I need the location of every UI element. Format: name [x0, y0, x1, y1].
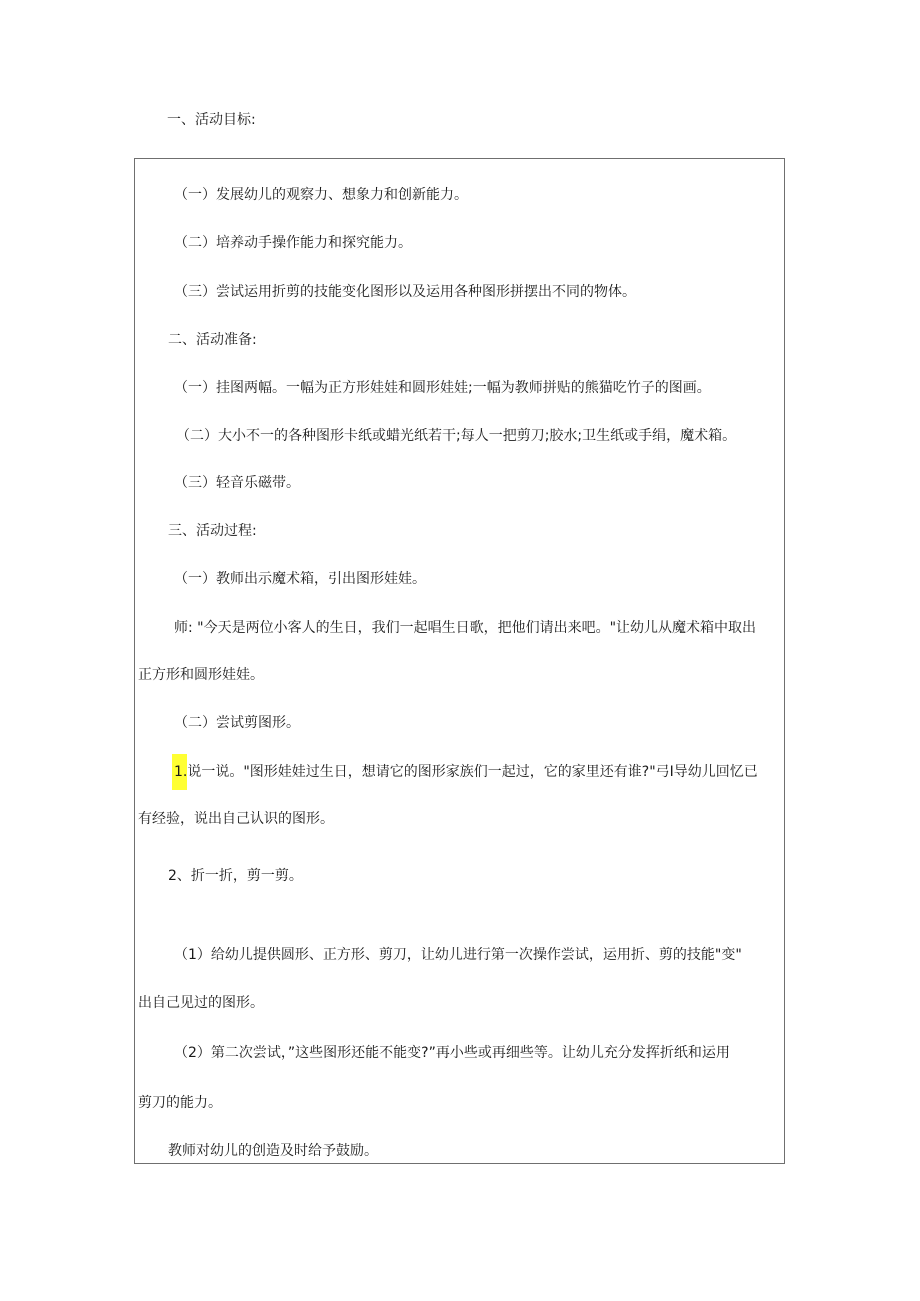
goal-item-1: （一）发展幼儿的观察力、想象力和创新能力。	[174, 187, 468, 203]
section-title-goals: 一、活动目标:	[167, 112, 256, 128]
section-title-preparation: 二、活动准备:	[168, 332, 257, 348]
goal-item-2: （二）培养动手操作能力和探究能力。	[174, 235, 412, 251]
list-item-1-text: 说一说。"图形娃娃过生日，想请它的图形家族们一起过，它的家里还有谁?"弓I导幼儿回忆已	[187, 764, 758, 780]
content-box	[134, 158, 785, 1164]
preparation-item-3: （三）轻音乐磁带。	[174, 475, 300, 491]
goal-item-3: （三）尝试运用折剪的技能变化图形以及运用各种图形拼摆出不同的物体。	[174, 284, 636, 300]
highlighted-number: 1.	[172, 754, 187, 790]
sub-item-2-line-2: 剪刀的能力。	[138, 1095, 222, 1111]
teacher-dialogue-line-2: 正方形和圆形娃娃。	[138, 667, 264, 683]
list-item-1-line-2: 有经验，说出自己认识的图形。	[138, 811, 334, 827]
preparation-item-1: （一）挂图两幅。一幅为正方形娃娃和圆形娃娃;一幅为教师拼贴的熊猫吃竹子的图画。	[174, 380, 711, 396]
sub-item-1-line-1: （1）给幼儿提供圆形、正方形、剪刀，让幼儿进行第一次操作尝试，运用折、剪的技能"变"	[174, 947, 742, 963]
sub-item-2-line-1: （2）第二次尝试，”这些图形还能不能变?”再小些或再细些等。让幼儿充分发挥折纸和运用	[174, 1045, 730, 1061]
process-step-1-title: （一）教师出示魔术箱，引出图形娃娃。	[174, 571, 426, 587]
section-title-process: 三、活动过程:	[168, 523, 257, 539]
sub-item-1-line-2: 出自己见过的图形。	[138, 995, 264, 1011]
list-item-1-line-1	[172, 762, 758, 782]
encouragement-text: 教师对幼儿的创造及时给予鼓励。	[168, 1143, 378, 1159]
teacher-dialogue-line-1: 师: "今天是两位小客人的生日，我们一起唱生日歌，把他们请出来吧。"让幼儿从魔术箱中取出	[174, 620, 757, 636]
process-step-2-title: （二）尝试剪图形。	[174, 715, 300, 731]
list-item-2-title: 2、折一折，剪一剪。	[168, 868, 303, 884]
preparation-item-2: （二）大小不一的各种图形卡纸或蜡光纸若干;每人一把剪刀;胶水;卫生纸或手绢，魔术箱。	[176, 428, 737, 444]
